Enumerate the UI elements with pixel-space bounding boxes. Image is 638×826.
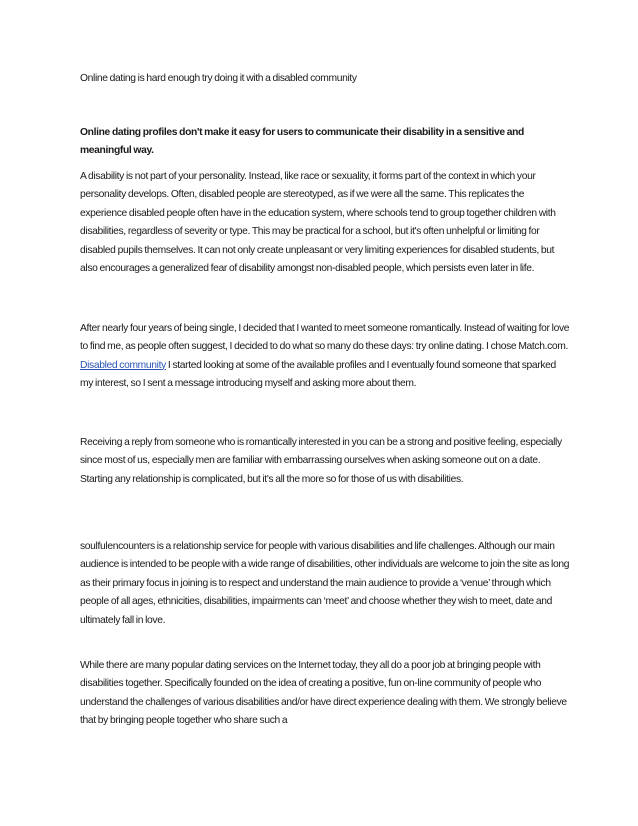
disabled-community-link[interactable]: Disabled community xyxy=(80,359,166,371)
paragraph-receiving-reply: Receiving a reply from someone who is romantically interested in you can be a strong and positive feeling, especially since most of us, especially men are familiar with embarrassing ourselves when asking someone out on a date. Starting any relationship is complicated, but it's all the more so for those of us with disabilities. xyxy=(80,437,562,485)
paragraph-text-before-link: After nearly four years of being single, I decided that I wanted to meet someone romantically. Instead of waiting for love to find me, as people often suggest, I decided to do what so many do these days: try online dating. I chose Match.com. xyxy=(80,323,570,353)
paragraph-disability-personality: A disability is not part of your personality. Instead, like race or sexuality, it forms part of the context in which your personality develops. Often, disabled people are stereotyped, as if we were all the same. This replicates the experience disabled people often have in the education system, where schools tend to group together children with disabilities, regardless of severity or type. This may be practical for a school, but it's often unhelpful or limiting for disabled pupils themselves. It can not only create unpleasant or very limiting experiences for disabled students, but also encourages a generalized fear of disability amongst non-disabled people, which persists even later in life. xyxy=(80,171,556,275)
paragraph-soulfulencounters: soulfulencounters is a relationship service for people with various disabilities and life challenges. Although our main audience is intended to be people with a wide range of disabilities, other individuals are welcome to join the site as long as their primary focus in joining is to respect and understand the main audience to provide a ‘venue’ through which people of all ages, ethnicities, disabilities, impairments can ‘meet’ and choose whether they wish to meet, date and ultimately fall in love. xyxy=(80,541,570,626)
section-heading: Online dating profiles don't make it easy for users to communicate their disability in a sensitive and meaningful way. xyxy=(80,127,524,157)
document-title-line: Online dating is hard enough try doing it with a disabled community xyxy=(80,73,357,84)
paragraph-online-dating-experience xyxy=(80,320,570,394)
paragraph-popular-dating-services: While there are many popular dating services on the Internet today, they all do a poor job at bringing people with disabilities together. Specifically founded on the idea of creating a positive, fun on-line community of people who understand the challenges of various disabilities and/or have direct experience dealing with them. We strongly believe that by bringing people together who share such a xyxy=(80,660,567,727)
paragraph-text-after-link: I started looking at some of the available profiles and I eventually found someone that sparked my interest, so I sent a message introducing myself and asking more about them. xyxy=(80,359,556,390)
